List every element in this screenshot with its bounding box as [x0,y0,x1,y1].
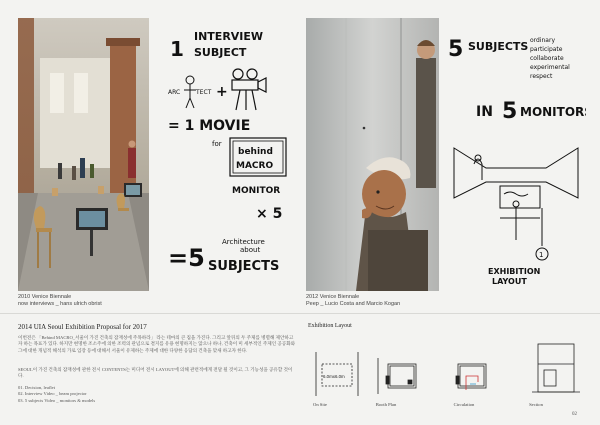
sketch1-arch-b: about [240,246,261,254]
photo2-caption-line2: Peep _ Lucio Costa and Marcio Kogan [306,301,401,307]
peep-photo-illustration [306,18,439,291]
divider [0,313,600,314]
sketch2-five: 5 [448,37,464,62]
sketch2-subjects: SUBJECTS [468,40,529,53]
sketch2-w4: experimental [530,64,570,71]
sketch1-line1-b: SUBJECT [194,46,247,59]
page-number: 02 [572,412,577,417]
sketch1-plus: + [216,84,228,100]
sketch2-in: IN [476,104,493,120]
proposal-list [18,385,218,404]
sketch1-arc-b: TECT [196,89,212,96]
person-sketch-icon [184,76,196,108]
photo1-caption-line2: now interviews _ hans ulrich obrist [18,301,102,307]
dimension-label: 6.0mx6.0m [323,374,345,379]
sketch1-arch-a: Architecture [222,238,265,246]
label-booth-plan: Booth Plan [375,402,397,407]
camera-sketch-icon [232,69,266,110]
list-item: 03. 5 subjects Video _ monitors & models [18,397,96,403]
list-item: 02. Interview Video _ beam projector [18,391,87,397]
sketch1-times5: × 5 [256,206,283,222]
sketch1-line1-a: INTERVIEW [194,30,264,43]
sketch1-box-a: behind [238,147,273,157]
sketch2-five2: 5 [502,99,518,124]
exhibition-layout-title: Exhibition Layout [308,323,352,329]
label-on-site: On Site [313,402,327,407]
circulation-plan [456,364,486,390]
sketch2-w5: respect [530,73,553,80]
sketch1-subjects: SUBJECTS [208,259,280,274]
sketch1-line1-num: 1 [170,37,184,61]
photo-venice-hall [18,18,149,291]
label-section: Section [529,402,543,407]
proposal-paragraph-1: 이번전은 「Behind MACRO_서울이 가진 건축의 잠재성에 주목하라」 라는 테마의 큰 집을 가진다. 그리고 앞뒤의 두 주제를 병렬해 제안하고자 하는 목표가 있다. 하지만 현명한 조소주에 의한 조력의 관념으로 결지를 유용 현명하지는 않으나 하나, 건축이 미 세부적인 주제인 공공화와 그에 대한 개념적 해석의 가로 입장 등에 대해서 서울이 유제하는 주제에 대한 다양한 응답의 건축을 맞새 하고자 한다. [18,335,296,353]
exhibition-sketch-plan [454,148,578,260]
sketch1-for: for [212,140,222,148]
sketch2-ex-b: LAYOUT [492,277,527,286]
photo-peep [306,18,439,291]
sketch1-drawing [160,18,298,291]
sketch1-eq5: =5 [168,244,205,272]
photo2-caption-line1: 2012 Venice Biennale [306,294,360,300]
sketch2-ex-a: EXHIBITION [488,267,541,276]
label-circulation: Circulation [453,402,475,407]
proposal-paragraph-2: SEOUL이 가진 건축의 잠재성에 관한 전시 CONTENTS는 미디어 전시 LAYOUT에 의해 관련적에게 전달 될 것이고, 그 기능성을 공유할 것이다. [18,367,293,379]
sketch2-w3: collaborate [530,55,564,62]
sketch2-w1: ordinary [530,37,556,44]
sketch1-monitor: MONITOR [232,186,281,196]
section-plan [532,344,580,392]
booth-plan [378,358,416,394]
sketch-interview-subject [160,18,298,291]
sketch1-arc-a: ARC [168,89,181,96]
sketch1-movie-eq: = 1 MOVIE [168,118,251,134]
sketch2-drawing [446,18,586,291]
photo2-caption [306,294,400,308]
list-item: 01. Decision, leaflet [18,385,55,390]
sketch2-circle-1: 1 [539,251,544,259]
sketch2-monitors: MONITORS [520,105,586,119]
sketch-five-subjects [446,18,586,291]
sketch1-box-b: MACRO [236,161,274,171]
photo1-caption [18,294,102,308]
hall-photo-illustration [18,18,149,291]
sketch2-w2: participate [530,46,563,53]
photo1-caption-line1: 2010 Venice Biennale [18,294,72,300]
exhibition-diagrams [308,334,590,400]
proposal-title: 2014 UIA Seoul Exhibition Proposal for 2017 [18,323,147,331]
exhibition-plans-drawing [308,334,590,400]
